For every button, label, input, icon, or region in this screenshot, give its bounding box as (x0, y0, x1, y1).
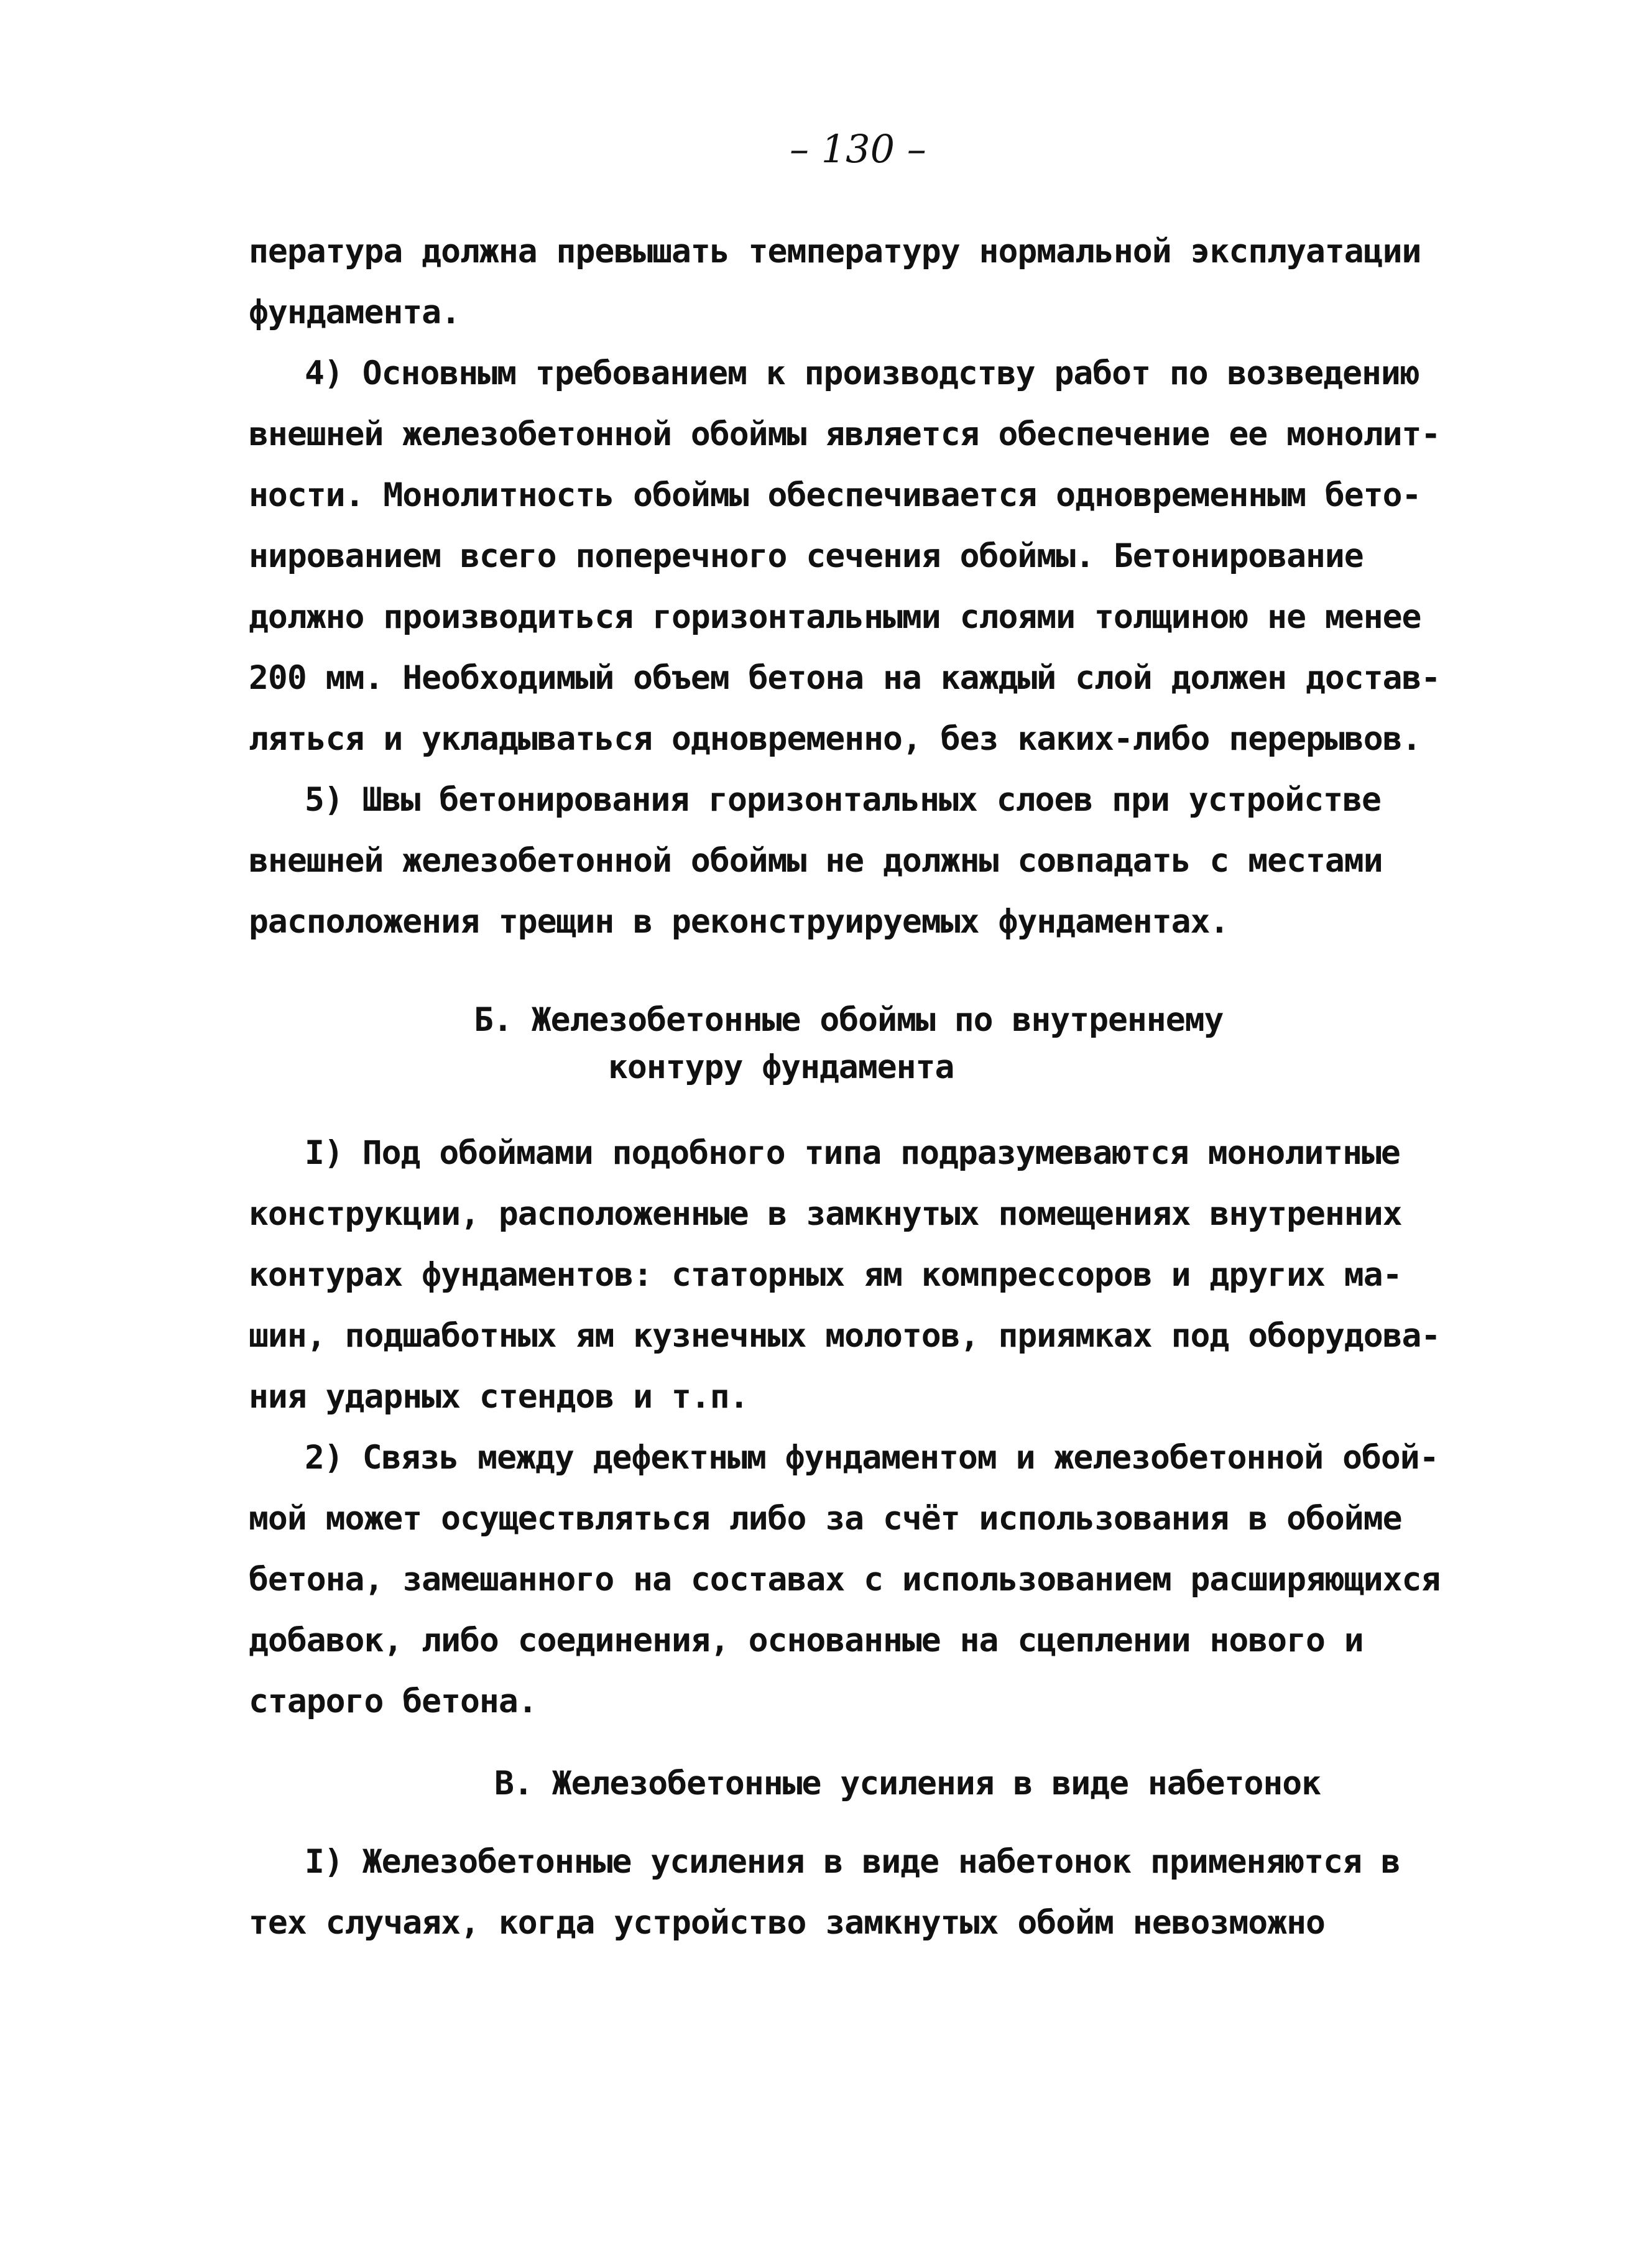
text-line: 4) Основным требованием к производству работ по возведению (305, 354, 1419, 392)
page-number: – 130 – (790, 126, 926, 172)
text-line: ности. Монолитность обоймы обеспечивается одновременным бето- (249, 476, 1421, 514)
text-line: 200 мм. Необходимый объем бетона на каждый слой должен достав- (249, 659, 1441, 697)
text-line: должно производиться горизонтальными слоями толщиною не менее (249, 598, 1421, 636)
text-line: добавок, либо соединения, основанные на сцеплении нового и (249, 1622, 1364, 1659)
text-line: расположения трещин в реконструируемых фундаментах. (249, 903, 1229, 941)
text-line: фундамента. (249, 293, 460, 331)
text-line: бетона, замешанного на составах с использованием расширяющихся (249, 1561, 1441, 1599)
text-line: внешней железобетонной обоймы не должны совпадать с местами (249, 842, 1383, 880)
text-line: пература должна превышать температуру нормальной эксплуатации (249, 233, 1421, 270)
text-line: мой может осуществляться либо за счёт использования в обойме (249, 1500, 1402, 1538)
text-line: контурах фундаментов: статорных ям компрессоров и других ма- (249, 1256, 1402, 1294)
text-line: конструкции, расположенные в замкнутых помещениях внутренних (249, 1195, 1402, 1233)
section-heading: контуру фундамента (608, 1048, 954, 1086)
text-line: старого бетона. (249, 1682, 537, 1720)
text-line: шин, подшаботных ям кузнечных молотов, приямках под оборудова- (249, 1317, 1441, 1355)
text-line: I) Под обоймами подобного типа подразумеваются монолитные (305, 1134, 1400, 1172)
text-line: нированием всего поперечного сечения обоймы. Бетонирование (249, 537, 1364, 575)
text-line: I) Железобетонные усиления в виде набетонок применяются в (305, 1843, 1400, 1881)
text-line: ния ударных стендов и т.п. (249, 1378, 749, 1416)
text-line: внешней железобетонной обоймы является обеспечение ее монолит- (249, 415, 1441, 453)
text-line: 2) Связь между дефектным фундаментом и железобетонной обой- (305, 1439, 1439, 1477)
text-line: тех случаях, когда устройство замкнутых обойм невозможно (249, 1904, 1325, 1942)
section-heading: Б. Железобетонные обоймы по внутреннему (474, 1001, 1224, 1039)
text-line: ляться и укладываться одновременно, без каких-либо перерывов. (249, 720, 1421, 758)
text-line: 5) Швы бетонирования горизонтальных слоев при устройстве (305, 781, 1381, 819)
section-heading: В. Железобетонные усиления в виде набетонок (494, 1765, 1321, 1802)
